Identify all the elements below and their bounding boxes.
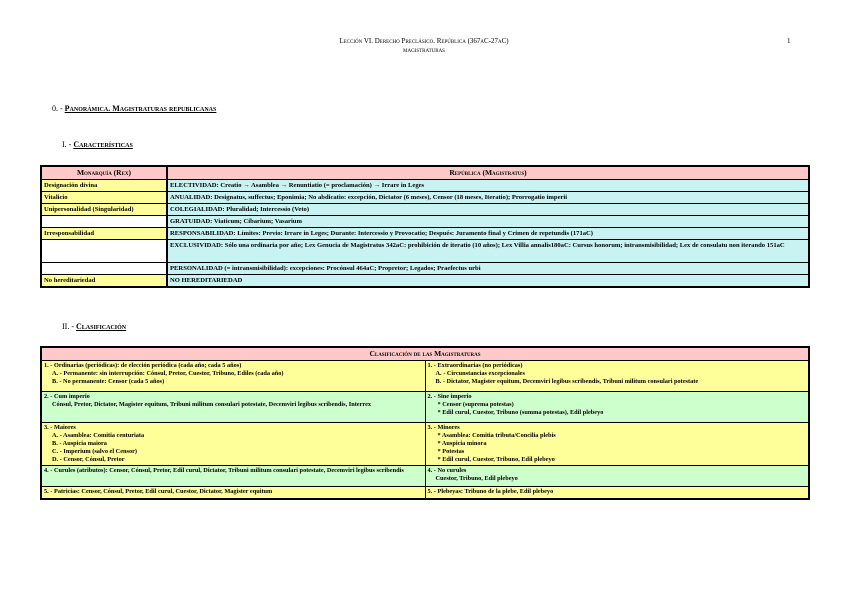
table-row-right: EXCLUSIVIDAD: Sólo una ordinaria por año; Lex Genucia de Magistratus 342aC: prohibición de iteratio (10 años); Lex Villia annalis180aC: Cursus honorum; intransmisibilidad; Lex de consulatu non iterando 151aC [168, 240, 808, 262]
table-row-right: GRATUIDAD: Viaticum; Cibarium; Vasarium [168, 216, 808, 227]
cell-line: * Censor (suprema potestas) [437, 401, 514, 408]
monarchy-header: Monarquía (Rex) [42, 167, 166, 179]
table-row-left-empty [42, 240, 166, 262]
no-curules-cell [426, 466, 809, 486]
table-row-left-empty [42, 216, 166, 227]
sine-imperio-cell [426, 392, 809, 422]
section-1-number: I. - [62, 140, 72, 149]
section-2-title: Clasificación [76, 322, 127, 331]
table-row-right: RESPONSABILIDAD: Límites: Previo: Irrare in Leges; Durante: Intercessio y Provocatio; Después: Juramento final y Crimen de repetundis (171aC) [168, 228, 808, 239]
section-1-heading [62, 140, 133, 149]
cell-line: 5. - Plebeyas: Tribuno de la plebe, Edil plebeyo [427, 488, 554, 495]
cell-line: 3. - Minores [427, 424, 460, 431]
republic-header: República (Magistratus) [168, 167, 808, 179]
classification-title: Clasificación de las Magistraturas [42, 348, 808, 360]
cell-line: 4. - Curules (atributos): Censor, Cónsul, Pretor, Edil curul, Dictator, Tribuni militum consulari potestate, Decemviri legibus scribendis [44, 467, 404, 474]
header-title: Lección VI. Derecho Preclásico. República (367aC-27aC) [339, 37, 509, 45]
cell-line: A. - Permanente: sin interrupción: Cónsul, Pretor, Cuestor, Tribuno, Ediles (cada año) [52, 370, 284, 377]
cell-line: * Asamblea: Comitia tributa/Concilia plebis [437, 432, 556, 439]
cell-line: B. - Dictator, Magister equitum, Decemviri legibus scribendis, Tribuni militum consulari potestate [435, 378, 699, 385]
table-row-left: Designación divina [42, 180, 166, 191]
section-1-title: Características [73, 140, 133, 149]
cell-line: D. - Censor, Cónsul, Pretor [52, 456, 125, 463]
cell-line: 4. - No curules [427, 467, 467, 474]
cell-line: * Edil curul, Cuestor, Tribuno, Edil plebeyo [437, 456, 555, 463]
running-header [0, 37, 848, 55]
cell-line: A. - Asamblea: Comitia centuriata [52, 432, 145, 439]
cell-line: 1. - Ordinarias (periódicas): de elección periódica (cada año; cada 5 años) [44, 362, 242, 369]
plebeyas-cell [426, 487, 809, 498]
table-row-left: Unipersonalidad (Singularidad) [42, 204, 166, 215]
ordinary-cell [42, 361, 425, 391]
minores-cell [426, 423, 809, 465]
table-row-left: Irresponsabilidad [42, 228, 166, 239]
curules-cell [42, 466, 425, 486]
cell-line: * Potestas [437, 448, 465, 455]
cell-line: 2. - Cum imperio [44, 393, 90, 400]
cell-line: * Edil curul, Cuestor, Tribuno (summa potestas), Edil plebeyo [437, 409, 604, 416]
page-number: 1 [787, 37, 791, 45]
cell-line: B. - Auspicia maiora [52, 440, 107, 447]
header-subtitle: magistraturas [403, 46, 445, 54]
cell-line: 5. - Patricias: Censor, Cónsul, Pretor, Edil curul, Cuestor, Dictator, Magister equitum [44, 488, 273, 495]
cell-line: 3. - Maiores [44, 424, 76, 431]
maiores-cell [42, 423, 425, 465]
cell-line: A. - Circunstancias excepcionales [435, 370, 525, 377]
classification-table [40, 346, 810, 500]
cell-line: * Auspicia minora [437, 440, 487, 447]
section-0-title: Panorámica. Magistraturas republicanas [64, 104, 217, 113]
table-row-left: Vitalicio [42, 192, 166, 203]
table-row-right: NO HEREDITARIEDAD [168, 275, 808, 286]
section-2-heading [62, 322, 126, 331]
cum-imperio-cell [42, 392, 425, 422]
section-0-heading [52, 104, 216, 113]
table-row-right: COLEGIALIDAD: Pluralidad; Intercessio (Veto) [168, 204, 808, 215]
cell-line: Cuestor, Tribuno, Edil plebeyo [435, 475, 518, 482]
cell-line: 1. - Extraordinarias (no periódicas) [427, 362, 523, 369]
table-row-left: No hereditariedad [42, 275, 166, 286]
table-row-right: ANUALIDAD: Designatus, suffectus; Eponimia; No abdicatio: excepción, Dictator (6 meses), Censor (18 meses, Iteratio); Prorrogatio imperii [168, 192, 808, 203]
cell-line: B. - No permanente: Censor (cada 5 años) [52, 378, 165, 385]
cell-line: 2. - Sine imperio [427, 393, 472, 400]
section-0-number: 0. - [52, 104, 63, 113]
characteristics-table [40, 165, 810, 288]
table-row-right: ELECTIVIDAD: Creatio → Asamblea → Renuntiatio (= proclamación) → Irrare in Leges [168, 180, 808, 191]
section-2-number: II. - [62, 322, 74, 331]
cell-line: Cónsul, Pretor, Dictator, Magister equitum, Tribuni militum consulari potestate, Decemviri legibus scribendis, Interrex [52, 401, 372, 408]
table-row-left-empty [42, 263, 166, 274]
patricias-cell [42, 487, 425, 498]
cell-line: C. - Imperium (salvo el Censor) [52, 448, 137, 455]
extraordinary-cell [426, 361, 809, 391]
table-row-right: PERSONALIDAD (= intransmisibilidad): excepciones: Procónsul 464aC; Propretor; Legados; Praefectus urbi [168, 263, 808, 274]
